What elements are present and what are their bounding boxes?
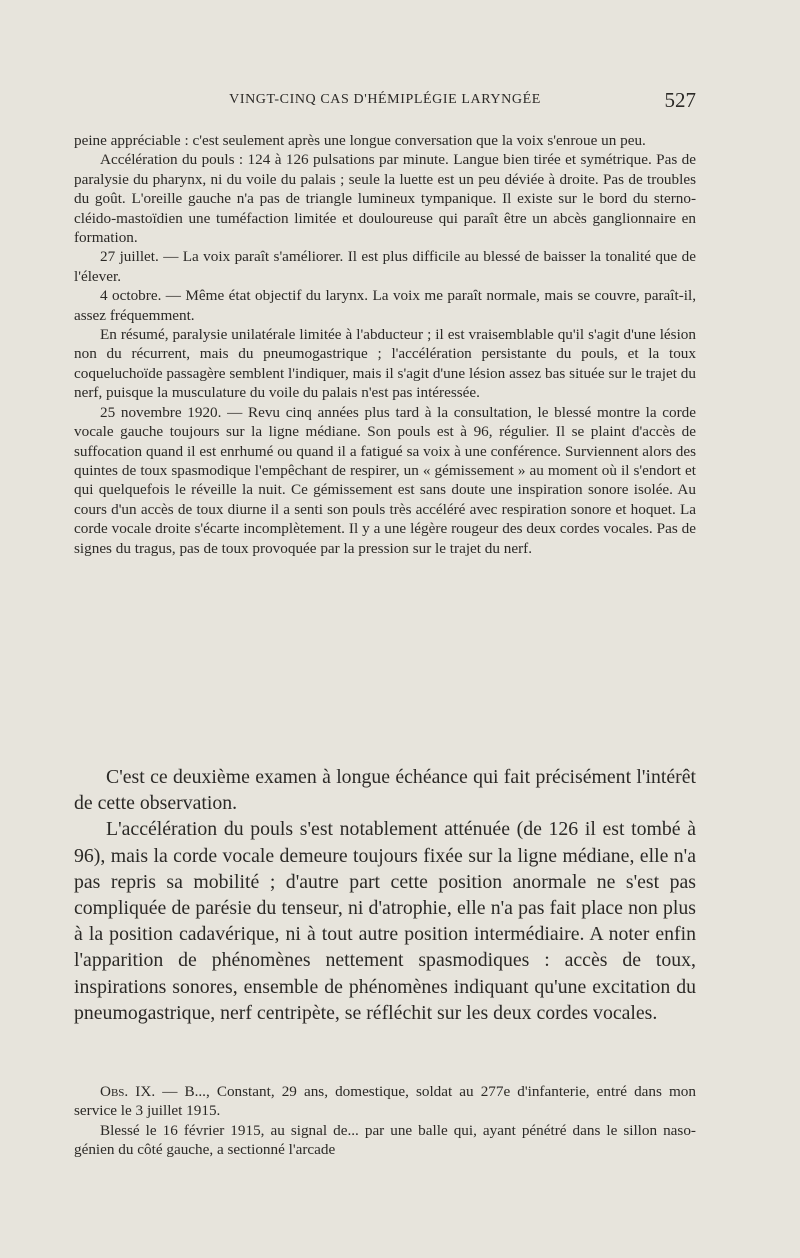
- paragraph: Accélération du pouls : 124 à 126 pulsations par minute. Langue bien tirée et symétrique. Pas de paralysie du pharynx, ni du voile du palais ; seule la luette est un peu déviée à droite. Pas de troubles du goût. L'oreille gauche n'a pas de triangle lumineux tympanique. Il existe sur le bord du sterno-cléido-mastoïdien une tuméfaction limitée et douloureuse qui paraît être un abcès ganglionnaire en formation.: [74, 151, 696, 247]
- paragraph: 4 octobre. — Même état objectif du larynx. La voix me paraît normale, mais se couvre, paraît-il, assez fréquemment.: [74, 287, 696, 324]
- observation-label: Obs. IX.: [100, 1083, 156, 1100]
- running-title: VINGT-CINQ CAS D'HÉMIPLÉGIE LARYNGÉE: [229, 92, 541, 107]
- paragraph: 27 juillet. — La voix paraît s'améliorer. Il est plus difficile au blessé de baisser la tonalité que de l'élever.: [74, 248, 696, 285]
- commentary: [74, 764, 696, 1026]
- next-observation: [74, 1082, 696, 1160]
- paragraph: peine appréciable : c'est seulement après une longue conversation que la voix s'enroue un peu.: [74, 132, 646, 149]
- observation-text: [74, 131, 696, 558]
- page-number: 527: [664, 88, 696, 112]
- paragraph: C'est ce deuxième examen à longue échéance qui fait précisément l'intérêt de cette observation.: [74, 766, 696, 815]
- paragraph: L'accélération du pouls s'est notablement atténuée (de 126 il est tombé à 96), mais la corde vocale demeure toujours fixée sur la ligne médiane, elle n'a pas repris sa mobilité ; d'autre part cette position anormale ne s'est pas compliquée de parésie du tenseur, ni d'atrophie, elle n'a pas fait place non plus à la position cadavérique, ni à tout autre position intermédiaire. A noter enfin l'apparition de phénomènes nettement spasmodiques : accès de toux, inspirations sonores, ensemble de phénomènes indiquant qu'une excitation du pneumogastrique, nerf centripète, se réfléchit sur les deux cordes vocales.: [74, 818, 696, 1024]
- paragraph: [74, 1082, 696, 1121]
- paragraph: En résumé, paralysie unilatérale limitée à l'abducteur ; il est vraisemblable qu'il s'agit d'une lésion non du récurrent, mais du pneumogastrique ; l'accélération persistante du pouls, et la toux coqueluchoïde passagère semblent l'indiquer, mais il s'agit d'une lésion assez bas située sur le trajet du nerf, puisque la musculature du voile du palais n'est pas intéressée.: [74, 326, 696, 402]
- observation-intro: — B..., Constant, 29 ans, domestique, soldat au 277e d'infanterie, entré dans mon service le 3 juillet 1915.: [74, 1083, 696, 1120]
- paragraph: 25 novembre 1920. — Revu cinq années plus tard à la consultation, le blessé montre la corde vocale gauche toujours sur la ligne médiane. Son pouls est à 96, régulier. Il se plaint d'accès de suffocation quand il est enrhumé ou quand il a fatigué sa voix à une conférence. Surviennent alors des quintes de toux spasmodique l'empêchant de respirer, un « gémissement » au moment où il s'endort et qui quelquefois le réveille la nuit. Ce gémissement est sans doute une inspiration sonore isolée. Au cours d'un accès de toux diurne il a senti son pouls très accéléré avec respiration sonore et hoquet. La corde vocale droite s'écarte incomplètement. Il y a une légère rougeur des deux cordes vocales. Pas de signes du tragus, pas de toux provoquée par la pression sur le trajet du nerf.: [74, 403, 696, 557]
- paragraph: Blessé le 16 février 1915, au signal de... par une balle qui, ayant pénétré dans le sillon naso-génien du côté gauche, a sectionné l'arcade: [74, 1121, 696, 1159]
- page-header: [74, 88, 696, 114]
